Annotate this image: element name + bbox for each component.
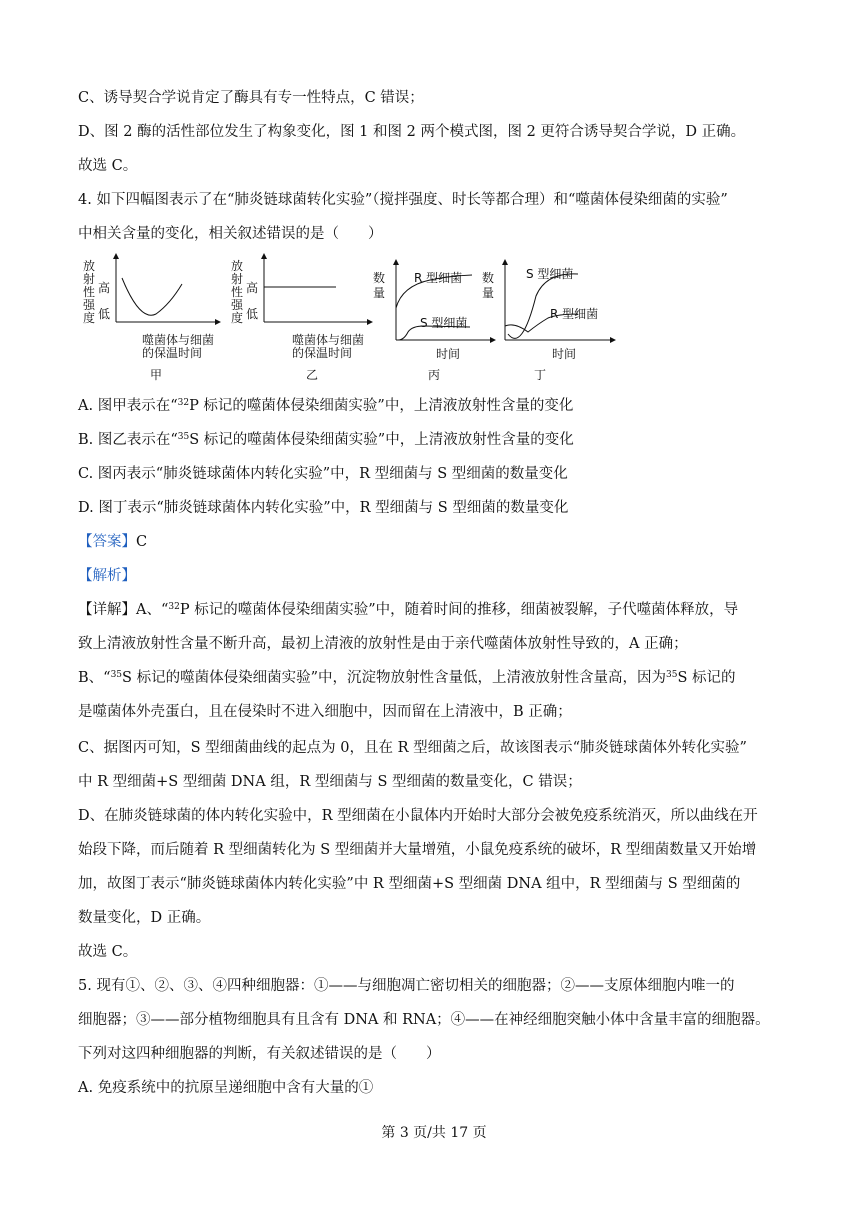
question-4-stem-cont: 中相关含量的变化，相关叙述错误的是（ ）: [78, 226, 383, 242]
bing-caption: 丙: [428, 368, 441, 382]
detail-line: 始段下降，而后随着 R 型细菌转化为 S 型细菌并大量增殖，小鼠免疫系统的破坏，R 型细菌数量又开始增: [78, 842, 757, 858]
svg-text:量: 量: [482, 286, 495, 300]
detail-line: 是噬菌体外壳蛋白，且在侵染时不进入细胞中，因而留在上清液中，B 正确；: [78, 704, 572, 720]
detail-line: 【详解】A、“$^{32}$P 标记的噬菌体侵染细菌实验”中，随着时间的推移，细菌被裂解，子代噬菌体释放，导: [78, 602, 739, 618]
question-5-option-a: A. 免疫系统中的抗原呈递细胞中含有大量的①: [78, 1080, 374, 1096]
jia-caption: 甲: [150, 368, 163, 382]
yi-low-label: 低: [246, 307, 259, 321]
svg-text:的保温时间: 的保温时间: [292, 346, 353, 360]
question-4-stem: 4. 如下四幅图表示了在“肺炎链球菌转化实验”（搅拌强度、时长等都合理）和“噬菌体侵染细菌的实验”: [78, 192, 728, 208]
question-5-stem: 下列对这四种细胞器的判断，有关叙述错误的是（ ）: [78, 1046, 441, 1062]
analysis-label: 【解析】: [78, 568, 136, 584]
text-line: 故选 C。: [78, 158, 138, 174]
option-a: A. 图甲表示在“$^{32}$P 标记的噬菌体侵染细菌实验”中，上清液放射性含量的变化: [78, 398, 574, 414]
detail-line: B、“$^{35}$S 标记的噬菌体侵染细菌实验”中，沉淀物放射性含量低，上清液放射性含量高，因为$^{35}$S 标记的: [78, 670, 736, 686]
question-5-stem: 细胞器；③——部分植物细胞具有且含有 DNA 和 RNA；④——在神经细胞突触小体中含量丰富的细胞器。: [78, 1012, 770, 1028]
answer-value: C: [136, 534, 148, 550]
yi-high-label: 高: [246, 281, 259, 295]
yi-caption: 乙: [306, 368, 319, 382]
svg-text:强: 强: [231, 298, 244, 312]
yi-ylabel: 放: [231, 259, 244, 273]
ding-curve2-label: R 型细菌: [550, 307, 599, 321]
jia-ylabel: 放: [83, 259, 96, 273]
text-line: D、图 2 酶的活性部位发生了构象变化，图 1 和图 2 两个模式图，图 2 更符合诱导契合学说，D 正确。: [78, 124, 746, 140]
jia-low-label: 低: [98, 307, 111, 321]
svg-text:性: 性: [231, 285, 244, 299]
answer-line: [78, 532, 147, 552]
svg-text:射: 射: [83, 272, 96, 286]
graph-ding: [482, 262, 613, 382]
svg-text:度: 度: [231, 311, 244, 325]
detail-line: 中 R 型细菌+S 型细菌 DNA 组，R 型细菌与 S 型细菌的数量变化，C 错误；: [78, 774, 582, 790]
option-c: C. 图丙表示“肺炎链球菌体内转化实验”中，R 型细菌与 S 型细菌的数量变化: [78, 466, 568, 482]
graph-bing: [373, 262, 493, 382]
svg-text:性: 性: [83, 285, 96, 299]
svg-text:量: 量: [373, 286, 386, 300]
svg-text:的保温时间: 的保温时间: [142, 346, 203, 360]
jia-high-label: 高: [98, 281, 111, 295]
bing-xlabel: 时间: [436, 347, 461, 361]
svg-text:强: 强: [83, 298, 96, 312]
page-footer: 第 3 页/共 17 页: [381, 1125, 487, 1141]
svg-text:度: 度: [83, 311, 96, 325]
graph-jia: [83, 256, 218, 382]
ding-xlabel: 时间: [552, 347, 577, 361]
figure-svg: [78, 256, 618, 386]
detail-line: C、据图丙可知，S 型细菌曲线的起点为 0，且在 R 型细菌之后，故该图表示“肺炎链球菌体外转化实验”: [78, 740, 747, 756]
answer-label: 【答案】: [78, 534, 136, 550]
detail-line: 数量变化，D 正确。: [78, 910, 211, 926]
ding-ylabel: 数: [482, 271, 495, 285]
text-line: C、诱导契合学说肯定了酶具有专一性特点，C 错误；: [78, 90, 424, 106]
detail-line: D、在肺炎链球菌的体内转化实验中，R 型细菌在小鼠体内开始时大部分会被免疫系统消灭，所以曲线在开: [78, 808, 758, 824]
bing-curve2-label: S 型细菌: [420, 316, 468, 330]
detail-line: 加，故图丁表示“肺炎链球菌体内转化实验”中 R 型细菌+S 型细菌 DNA 组中，R 型细菌与 S 型细菌的: [78, 876, 741, 892]
graph-yi: [231, 256, 370, 382]
option-b: B. 图乙表示在“$^{35}$S 标记的噬菌体侵染细菌实验”中，上清液放射性含量的变化: [78, 432, 574, 448]
yi-xlabel: 噬菌体与细菌: [292, 333, 365, 347]
detail-line: 致上清液放射性含量不断升高，最初上清液的放射性是由于亲代噬菌体放射性导致的，A 正确；: [78, 636, 688, 652]
figure-four-graphs: [78, 256, 618, 386]
jia-xlabel: 噬菌体与细菌: [142, 333, 215, 347]
svg-text:射: 射: [231, 272, 244, 286]
bing-ylabel: 数: [373, 271, 386, 285]
question-5-stem: 5. 现有①、②、③、④四种细胞器：①——与细胞凋亡密切相关的细胞器；②——支原体细胞内唯一的: [78, 978, 735, 994]
ding-curve1-label: S 型细菌: [526, 267, 574, 281]
option-d: D. 图丁表示“肺炎链球菌体内转化实验”中，R 型细菌与 S 型细菌的数量变化: [78, 500, 569, 516]
bing-curve1-label: R 型细菌: [414, 271, 463, 285]
jia-curve: [122, 278, 182, 315]
detail-line: 故选 C。: [78, 944, 138, 960]
ding-caption: 丁: [534, 368, 547, 382]
